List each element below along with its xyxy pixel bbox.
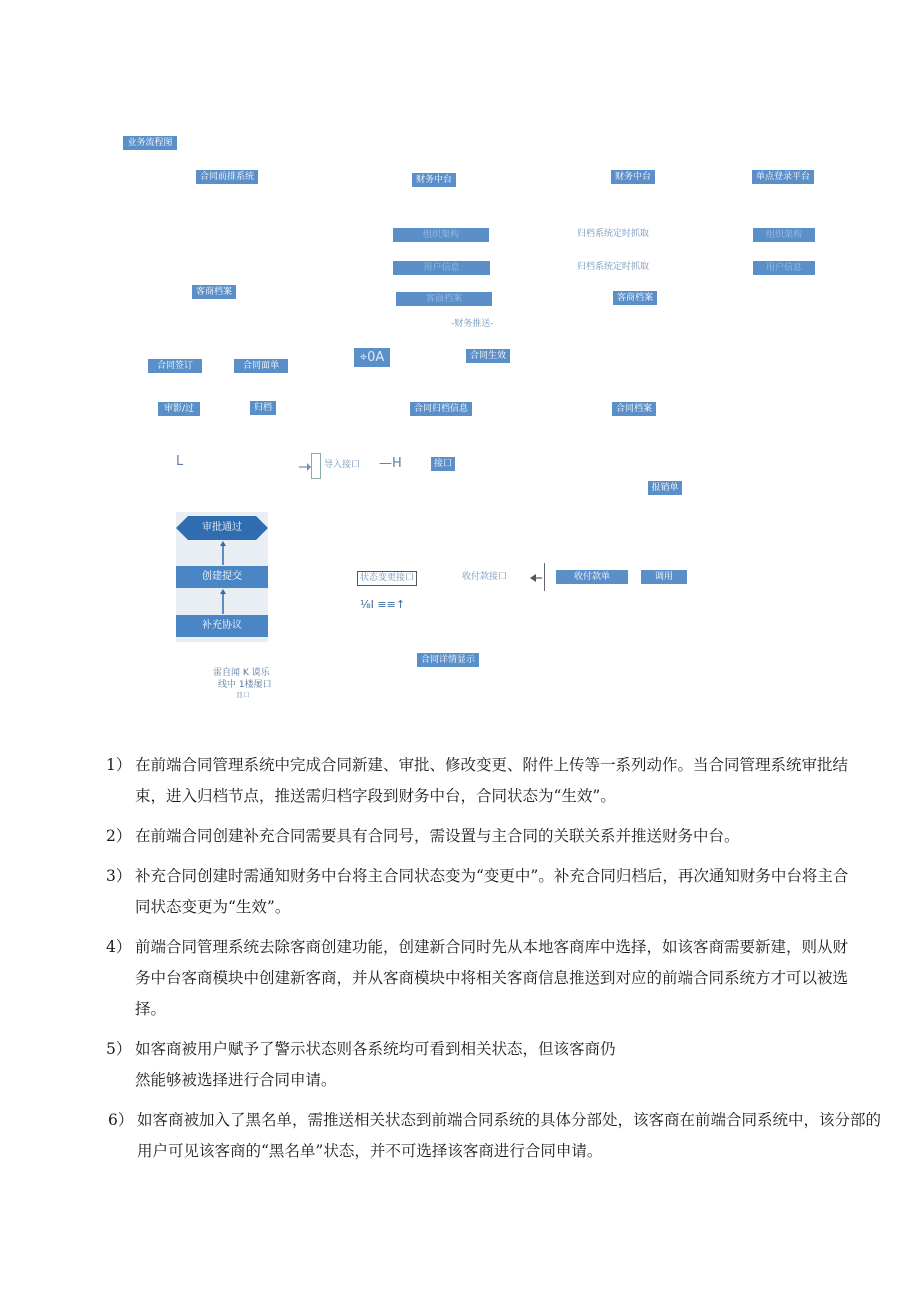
column-finance-center-1: 财务中台	[412, 173, 456, 187]
requirement-4	[0, 932, 920, 1025]
l-mark: L	[176, 454, 184, 469]
requirement-6	[0, 1105, 920, 1167]
approve-pass-box: 审影/过	[158, 402, 200, 416]
requirement-text: 如客商被用户赋予了警示状态则各系统均可看到相关状态，但该客商仍	[135, 1040, 616, 1058]
requirements-list	[0, 750, 920, 1176]
flow-supplement: 补充协议	[176, 615, 268, 637]
requirement-text: 在前端合同创建补充合同需要具有合同号，需设置与主合同的关联关系并推送财务中台。	[135, 827, 740, 845]
requirement-number: 1）	[106, 756, 132, 774]
org-structure-right: 组织架构	[753, 228, 815, 242]
flow-create-submit: 创建提交	[176, 566, 268, 588]
arrow-left-icon	[530, 570, 544, 584]
contract-effective-box: 合同生效	[466, 349, 510, 363]
arrow-up-icon	[220, 589, 224, 614]
contract-sign-box: 合同签订	[148, 359, 202, 373]
invoice-box: 报销单	[648, 481, 682, 495]
requirement-text-continued: 然能够被选择进行合同申请。	[135, 1071, 337, 1089]
requirement-text: 前端合同管理系统去除客商创建功能，创建新合同时先从本地客商库中选择，如该客商需要新建，则从财务中台客商模块中创建新客商，并从客商模块中将相关客商信息推送到对应的前端合同系统方才可以被选择。	[135, 938, 849, 1018]
user-info-center: 用户信息	[393, 261, 490, 275]
archive-fetch-label-1: 归档系统定时抓取	[577, 229, 650, 239]
interface-divider	[544, 563, 548, 591]
oa-box: ⌖0A	[354, 348, 390, 367]
status-change-interface: 状态变更接口	[357, 571, 417, 586]
contract-archive-box: 合同档案	[612, 402, 656, 416]
interface-bracket	[311, 453, 321, 479]
requirement-number: 5）	[106, 1040, 132, 1058]
contract-archive-info-box: 合同归档信息	[410, 402, 472, 416]
call-box: 调用	[641, 570, 687, 584]
contract-detail-display-box: 合同详情显示	[417, 653, 479, 667]
arrow-up-icon	[220, 541, 224, 565]
interface-box: 接口	[431, 457, 455, 471]
import-interface-label: 导入接口	[324, 460, 361, 470]
h-mark: —H	[379, 456, 402, 471]
requirement-text: 在前端合同管理系统中完成合同新建、审批、修改变更、附件上传等一系列动作。当合同管理系统审批结束，进入归档节点，推送需归档字段到财务中台，合同状态为“生效”。	[135, 756, 849, 805]
small-marks: ⅛Ι ≡≡↑	[360, 598, 406, 611]
requirement-2	[0, 821, 920, 852]
column-finance-center-2: 财务中台	[611, 170, 655, 184]
finance-push-label: -财务推送-	[451, 319, 494, 329]
customer-archive-center: 客商档案	[396, 292, 492, 306]
requirement-number: 2）	[106, 827, 132, 845]
customer-archive-right: 客商档案	[613, 291, 657, 305]
bottom-note-line2: 线中 1楼屡口	[218, 680, 272, 690]
contract-form-box: 合同面单	[234, 359, 288, 373]
arrow-right-icon	[299, 458, 311, 470]
user-info-right: 用户信息	[753, 261, 815, 275]
requirement-number: 4）	[106, 938, 132, 956]
requirement-text: 如客商被加入了黑名单，需推送相关状态到前端合同系统的具体分部处，该客商在前端合同系统中，该分部的用户可见该客商的“黑名单”状态，并不可选择该客商进行合同申请。	[137, 1111, 882, 1160]
requirement-text: 补充合同创建时需通知财务中台将主合同状态变为“变更中”。补充合同归档后，再次通知财务中台将主合同状态变更为“生效”。	[135, 867, 849, 916]
payment-form-box: 收付款单	[556, 570, 628, 584]
bottom-note-line1: 雷自闻 K 谟乐	[213, 668, 270, 678]
requirement-number: 6）	[108, 1111, 134, 1129]
org-structure-center: 组织架构	[393, 228, 489, 242]
archive-box: 归档	[250, 401, 276, 415]
customer-archive-left: 客商档案	[192, 285, 236, 299]
requirement-5	[0, 1034, 920, 1096]
column-sso-platform: 单点登录平台	[752, 170, 814, 184]
requirement-1	[0, 750, 920, 812]
requirement-3	[0, 861, 920, 923]
flow-approve-label: 审批通过	[202, 522, 242, 533]
archive-fetch-label-2: 归档系统定时抓取	[577, 262, 650, 272]
payment-interface-label: 收付款接口	[462, 572, 508, 582]
column-contract-frontend: 合同前排系统	[196, 170, 258, 184]
requirement-number: 3）	[106, 867, 132, 885]
diagram-title: 业务流程图	[123, 136, 177, 150]
bottom-note-line3: 皿口	[236, 691, 250, 699]
